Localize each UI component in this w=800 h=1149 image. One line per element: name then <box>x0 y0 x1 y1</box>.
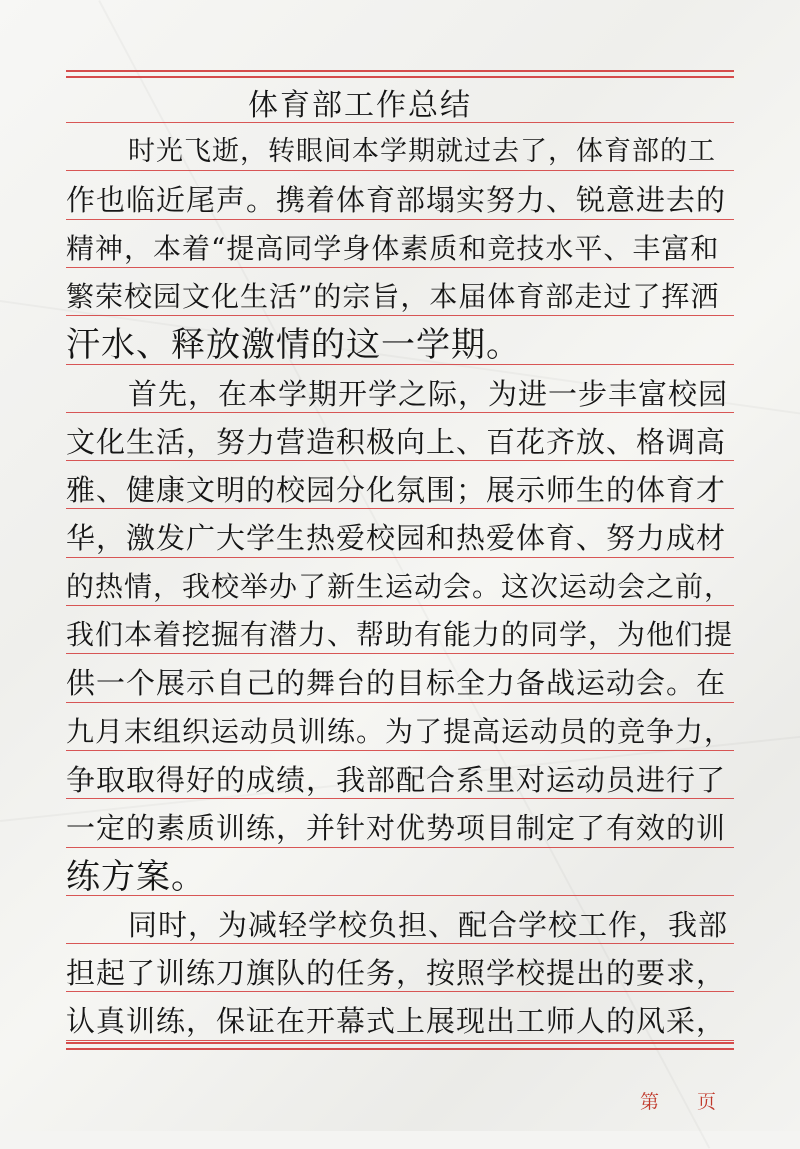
text-line: 的热情，我校举办了新生运动会。这次运动会之前， <box>66 570 734 603</box>
text-line: 练方案。 <box>66 857 206 897</box>
text-line: 华，激发广大学生热爱校园和热爱体育、努力成材 <box>66 521 727 555</box>
text-line: 供一个展示自己的舞台的目标全力备战运动会。在 <box>66 666 727 700</box>
ruled-line <box>66 76 734 78</box>
text-line: 我们本着挖掘有潜力、帮助有能力的同学，为他们提 <box>66 618 734 651</box>
page-suffix: 页 <box>697 1091 717 1113</box>
ruled-line <box>66 1042 734 1044</box>
text-line: 精神，本着“提高同学身体素质和竞技水平、丰富和 <box>66 232 720 265</box>
text-line: 认真训练，保证在开幕式上展现出工师人的风采， <box>66 1004 727 1038</box>
text-line: 繁荣校园文化生活”的宗旨，本届体育部走过了挥洒 <box>66 280 720 313</box>
ruled-line <box>66 1048 734 1050</box>
document-title: 体育部工作总结 <box>248 88 472 123</box>
text-line: 作也临近尾声。携着体育部塌实努力、锐意进去的 <box>66 183 727 217</box>
text-line: 担起了训练刀旗队的任务，按照学校提出的要求， <box>66 956 727 990</box>
text-line: 同时，为减轻学校负担、配合学校工作，我部 <box>128 908 729 942</box>
text-line: 文化生活，努力营造积极向上、百花齐放、格调高 <box>66 425 727 459</box>
text-line: 首先，在本学期开学之际，为进一步丰富校园 <box>128 377 729 411</box>
text-line: 时光飞逝，转眼间本学期就过去了，体育部的工 <box>128 136 716 167</box>
text-line: 雅、健康文明的校园分化氛围；展示师生的体育才 <box>66 473 727 507</box>
text-line: 九月末组织运动员训练。为了提高运动员的竞争力， <box>66 715 734 748</box>
text-line: 一定的素质训练，并针对优势项目制定了有效的训 <box>66 811 727 845</box>
page-label: 第 <box>640 1091 660 1113</box>
text-line: 争取取得好的成绩，我部配合系里对运动员进行了 <box>66 763 727 797</box>
ruled-line <box>66 70 734 72</box>
text-line: 汗水、释放激情的这一学期。 <box>66 325 521 365</box>
